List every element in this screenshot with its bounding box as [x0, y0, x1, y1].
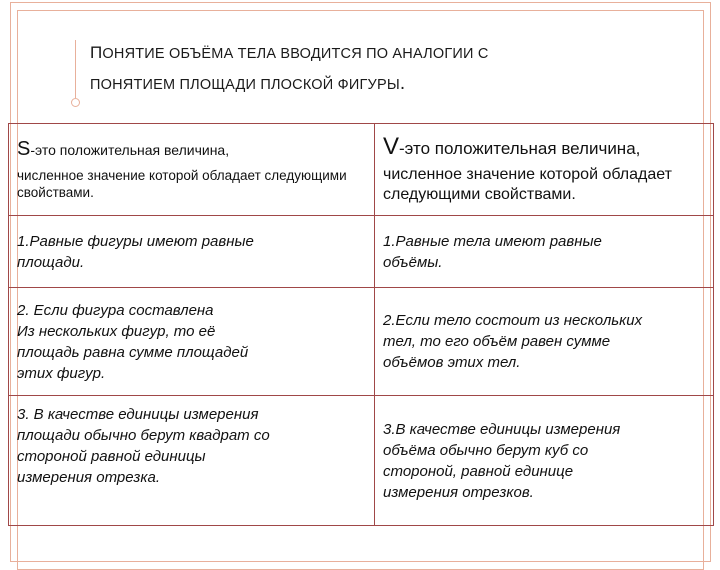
- decorative-margin-line: [75, 40, 76, 98]
- area-definition-cell: S-это положительная величина, численное значение которой обладает следующими свойствами.: [9, 124, 375, 216]
- slide-title-line-1: ПОНЯТИЕ ОБЪЁМА ТЕЛА ВВОДИТСЯ ПО АНАЛОГИИ С: [90, 43, 489, 62]
- area-property-1-cell: 1.Равные фигуры имеют равные площади.: [9, 216, 375, 288]
- comparison-table: [8, 123, 714, 526]
- table-header-row: [9, 124, 714, 216]
- volume-definition-cell: V-это положительная величина, численное значение которой обладает следующими свойствами.: [375, 124, 714, 216]
- table-row: [9, 216, 714, 288]
- volume-property-2-cell: 2.Если тело состоит из нескольких тел, то его объём равен сумме объёмов этих тел.: [375, 288, 714, 396]
- area-symbol: S: [17, 138, 31, 160]
- decorative-circle-bullet: [71, 98, 80, 107]
- area-property-3-cell: 3. В качестве единицы измерения площади обычно берут квадрат со стороной равной единицы измерения отрезка.: [9, 396, 375, 526]
- slide-title: [90, 38, 650, 100]
- table-row: [9, 288, 714, 396]
- volume-property-3-cell: 3.В качестве единицы измерения объёма обычно берут куб со стороной, равной единице измерения отрезков.: [375, 396, 714, 526]
- slide-title-line-2: ПОНЯТИЕМ ПЛОЩАДИ ПЛОСКОЙ ФИГУРЫ.: [90, 73, 406, 94]
- table-row: [9, 396, 714, 526]
- volume-symbol: V: [383, 132, 400, 160]
- area-property-2-cell: 2. Если фигура составлена Из нескольких фигур, то её площадь равна сумме площадей этих фигур.: [9, 288, 375, 396]
- volume-property-1-cell: 1.Равные тела имеют равные объёмы.: [375, 216, 714, 288]
